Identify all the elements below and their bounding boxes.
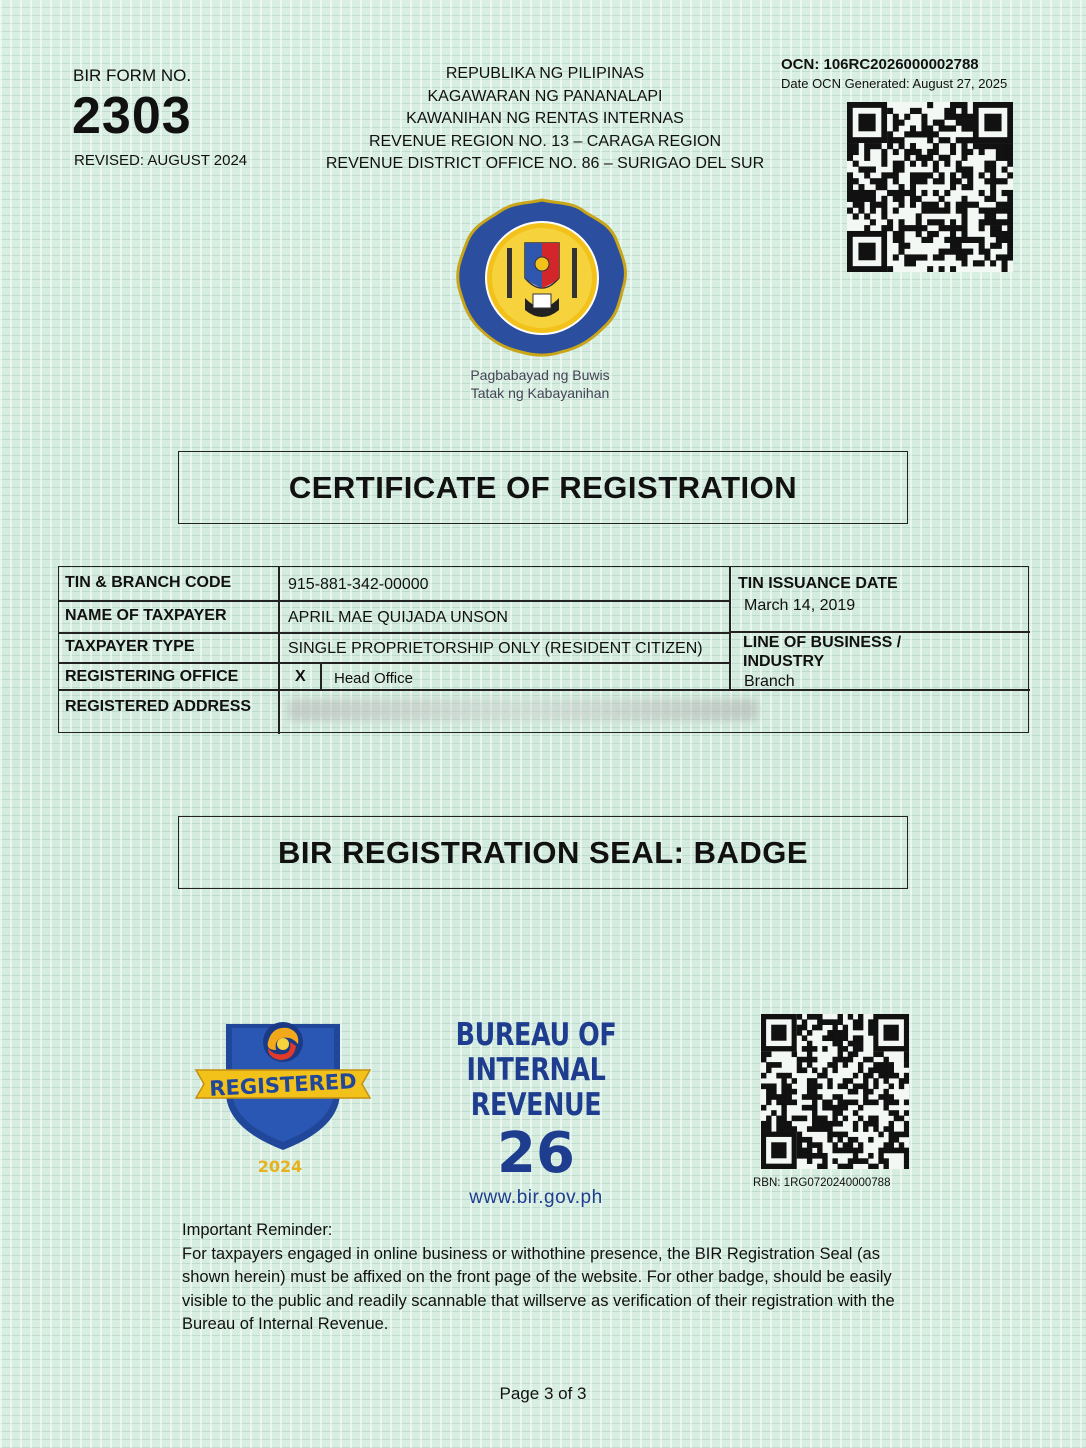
brand-line-1: BUREAU OF INTERNAL	[455, 1017, 617, 1088]
important-reminder	[182, 1219, 917, 1337]
line-of-business-label: LINE OF BUSINESS / INDUSTRY	[743, 634, 902, 670]
brand-number: 26	[497, 1121, 575, 1186]
taxpayer-type-value: SINGLE PROPRIETORSHIP ONLY (RESIDENT CITIZEN)	[288, 640, 703, 657]
header-line: REVENUE REGION NO. 13 – CARAGA REGION	[368, 132, 722, 150]
motto	[420, 366, 660, 402]
qr-code-icon[interactable]	[761, 1014, 909, 1169]
ocn-date: Date OCN Generated: August 27, 2025	[781, 76, 1008, 91]
bir-brand	[400, 1018, 672, 1209]
header-line: KAWANIHAN NG RENTAS INTERNAS	[406, 110, 684, 127]
redacted-address	[288, 699, 758, 721]
header-line: KAGAWARAN NG PANANALAPI	[427, 87, 663, 105]
line-of-business-value: Branch	[744, 673, 795, 690]
header-line: REPUBLIKA NG PILIPINAS	[445, 65, 645, 82]
header-line: REVENUE DISTRICT OFFICE NO. 86 – SURIGAO DEL SUR	[325, 155, 765, 172]
registered-address-label: REGISTERED ADDRESS	[65, 698, 252, 715]
form-label: BIR FORM NO.	[73, 66, 192, 85]
form-revised: REVISED: AUGUST 2024	[74, 152, 248, 169]
registering-office-label: REGISTERING OFFICE	[65, 668, 239, 685]
registered-badge-icon	[192, 1010, 374, 1180]
bir-seal-icon	[455, 198, 629, 358]
name-value: APRIL MAE QUIJADA UNSON	[288, 609, 508, 626]
taxpayer-type-label: TAXPAYER TYPE	[65, 638, 195, 655]
badge-year: 2024	[257, 1157, 303, 1176]
motto-line: Pagbabayad ng Buwis	[470, 367, 610, 383]
motto-line: Tatak ng Kabayanihan	[470, 385, 610, 401]
tin-value: 915-881-342-00000	[288, 576, 429, 593]
reminder-body: For taxpayers engaged in online business or withothine presence, the BIR Registration Seal (as shown herein) must be affixed on the front page of the website. For other badge, should be easily visible to the public and readily scannable that willserve as verification of their registration with the Bureau of Internal Revenue.	[182, 1244, 895, 1333]
certificate-title: CERTIFICATE OF REGISTRATION	[178, 451, 908, 524]
registering-office-value: Head Office	[334, 670, 413, 687]
form-number: 2303	[72, 87, 192, 145]
name-label: NAME OF TAXPAYER	[65, 607, 227, 624]
tin-issuance-label: TIN ISSUANCE DATE	[738, 575, 898, 592]
seal-title: BIR REGISTRATION SEAL: BADGE	[178, 816, 908, 889]
rbn-number: RBN: 1RG0720240000788	[753, 1177, 891, 1189]
office-checkbox-mark: X	[295, 668, 306, 685]
qr-code-icon[interactable]	[847, 102, 1013, 272]
bir-website-link[interactable]: www.bir.gov.ph	[469, 1187, 603, 1208]
tin-issuance-value: March 14, 2019	[744, 597, 856, 614]
reminder-heading: Important Reminder:	[182, 1221, 333, 1239]
brand-line-2: REVENUE	[470, 1087, 602, 1123]
badge-banner-text: REGISTERED	[208, 1069, 358, 1101]
page-number: Page 3 of 3	[499, 1384, 587, 1403]
government-header	[310, 63, 780, 176]
ocn-number: OCN: 106RC2026000002788	[781, 56, 979, 73]
tin-label: TIN & BRANCH CODE	[65, 574, 232, 591]
registration-table	[58, 566, 1029, 733]
